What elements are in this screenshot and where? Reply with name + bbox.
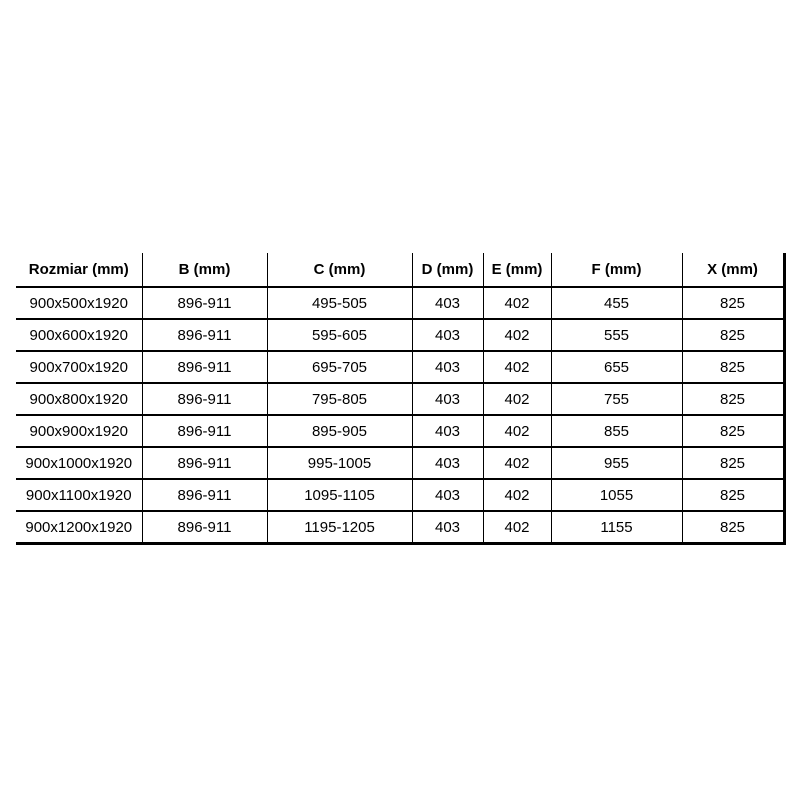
header-cell: C (mm) [267, 253, 412, 287]
table-cell: 900x1000x1920 [16, 447, 142, 479]
table-cell: 825 [682, 511, 784, 544]
table-cell: 1195-1205 [267, 511, 412, 544]
table-cell: 855 [551, 415, 682, 447]
table-cell: 896-911 [142, 511, 267, 544]
header-row [16, 253, 784, 287]
table-cell: 555 [551, 319, 682, 351]
table-cell: 403 [412, 287, 483, 319]
table-row [16, 383, 784, 415]
table-cell: 825 [682, 383, 784, 415]
table-cell: 795-805 [267, 383, 412, 415]
table-cell: 900x800x1920 [16, 383, 142, 415]
table-cell: 825 [682, 287, 784, 319]
table-cell: 402 [483, 479, 551, 511]
table-cell: 403 [412, 415, 483, 447]
table-cell: 403 [412, 479, 483, 511]
table-row [16, 319, 784, 351]
table-cell: 896-911 [142, 479, 267, 511]
table-cell: 402 [483, 319, 551, 351]
dimensions-table-container [16, 253, 784, 545]
table-cell: 455 [551, 287, 682, 319]
table-cell: 695-705 [267, 351, 412, 383]
header-cell: Rozmiar (mm) [16, 253, 142, 287]
table-cell: 825 [682, 351, 784, 383]
table-cell: 896-911 [142, 319, 267, 351]
table-cell: 900x500x1920 [16, 287, 142, 319]
table-cell: 900x700x1920 [16, 351, 142, 383]
table-cell: 900x900x1920 [16, 415, 142, 447]
header-cell: E (mm) [483, 253, 551, 287]
table-cell: 825 [682, 447, 784, 479]
table-cell: 655 [551, 351, 682, 383]
header-cell: D (mm) [412, 253, 483, 287]
table-cell: 402 [483, 383, 551, 415]
table-cell: 403 [412, 511, 483, 544]
table-row [16, 287, 784, 319]
table-cell: 403 [412, 447, 483, 479]
table-cell: 995-1005 [267, 447, 412, 479]
table-cell: 900x600x1920 [16, 319, 142, 351]
dimensions-table [16, 253, 786, 545]
header-cell: F (mm) [551, 253, 682, 287]
table-cell: 402 [483, 351, 551, 383]
table-cell: 896-911 [142, 287, 267, 319]
table-cell: 896-911 [142, 351, 267, 383]
table-header [16, 253, 784, 287]
table-row [16, 511, 784, 544]
table-cell: 595-605 [267, 319, 412, 351]
table-cell: 825 [682, 479, 784, 511]
table-cell: 1055 [551, 479, 682, 511]
table-body [16, 287, 784, 544]
table-cell: 402 [483, 511, 551, 544]
table-cell: 896-911 [142, 447, 267, 479]
table-cell: 402 [483, 287, 551, 319]
table-cell: 403 [412, 319, 483, 351]
table-row [16, 415, 784, 447]
table-cell: 825 [682, 415, 784, 447]
table-cell: 403 [412, 351, 483, 383]
table-cell: 895-905 [267, 415, 412, 447]
table-cell: 403 [412, 383, 483, 415]
table-cell: 896-911 [142, 415, 267, 447]
header-cell: B (mm) [142, 253, 267, 287]
table-cell: 402 [483, 447, 551, 479]
table-cell: 900x1100x1920 [16, 479, 142, 511]
table-cell: 825 [682, 319, 784, 351]
table-row [16, 447, 784, 479]
table-cell: 896-911 [142, 383, 267, 415]
table-cell: 402 [483, 415, 551, 447]
table-cell: 495-505 [267, 287, 412, 319]
table-cell: 1095-1105 [267, 479, 412, 511]
table-row [16, 351, 784, 383]
table-cell: 900x1200x1920 [16, 511, 142, 544]
header-cell: X (mm) [682, 253, 784, 287]
table-cell: 1155 [551, 511, 682, 544]
table-cell: 955 [551, 447, 682, 479]
table-cell: 755 [551, 383, 682, 415]
table-row [16, 479, 784, 511]
